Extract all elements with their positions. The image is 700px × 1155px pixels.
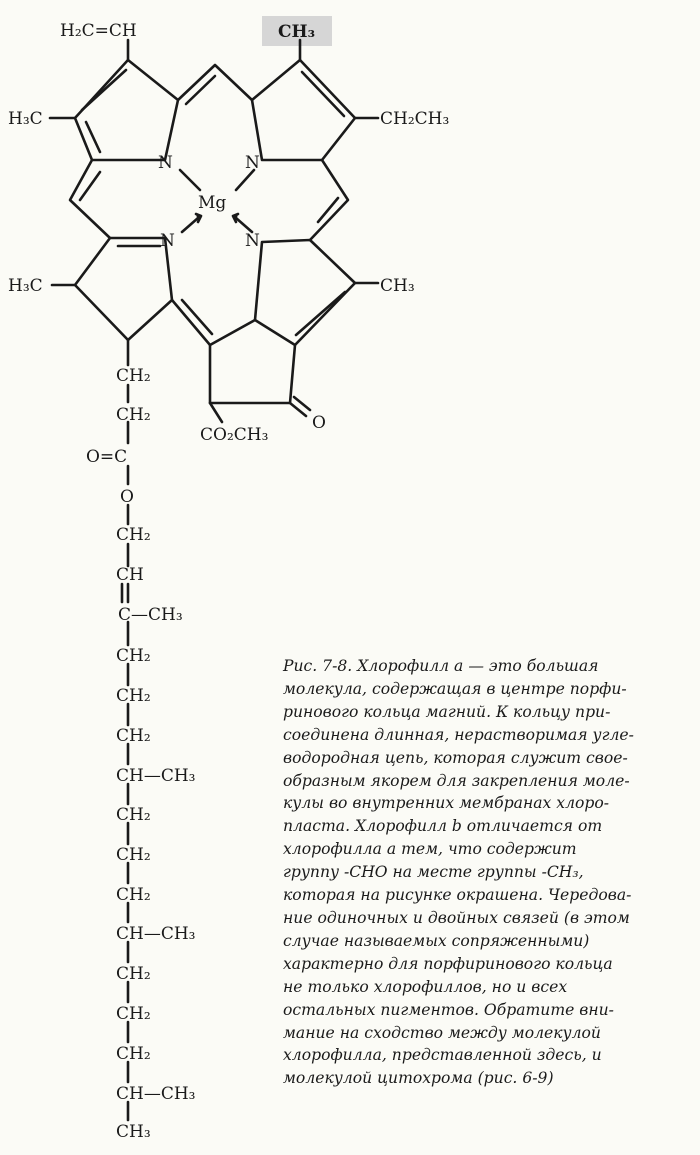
h3c-ring4-label: H₃C <box>8 276 43 296</box>
mg-label: Mg <box>198 193 227 213</box>
chain-label: CH—CH₃ <box>116 766 196 786</box>
n4-label: N <box>245 231 260 251</box>
bridge-right <box>310 160 348 240</box>
ester-label: CO₂CH₃ <box>200 425 269 445</box>
caption-line: хлорофилла а тем, что содержит <box>283 840 577 859</box>
chain-label: CH₂ <box>116 405 151 425</box>
ring-e-bonds <box>210 345 295 403</box>
chain-label: CH₂ <box>116 1004 151 1024</box>
arrow-n-mg <box>182 218 198 232</box>
ethyl-label: CH₂CH₃ <box>380 109 450 129</box>
caption-line: ние одиночных и двойных связей (в этом <box>283 908 630 927</box>
caption-line: остальных пигментов. Обратите вни- <box>283 1000 614 1019</box>
bond-n-mg <box>236 170 254 190</box>
chain-label: CH—CH₃ <box>116 924 196 944</box>
caption-line: кулы во внутренних мембранах хлоро- <box>283 794 610 813</box>
caption-line: Рис. 7-8. Хлорофилл а — это большая <box>283 657 599 675</box>
caption-line: группу -СНО на месте группы -СН₃, <box>283 863 584 882</box>
chain-label: CH₃ <box>116 1122 151 1142</box>
bond-double-inner <box>296 292 345 335</box>
caption-line: соединена длинная, нерастворимая угле- <box>283 725 634 744</box>
caption-line: образным якорем для закрепления моле- <box>283 771 630 790</box>
n1-label: N <box>158 153 173 173</box>
n2-label: N <box>245 153 260 173</box>
chain-label: CH₂ <box>116 366 151 386</box>
ketone-o-label: O <box>312 413 326 433</box>
chain-label: CH <box>116 565 144 585</box>
chain-label: CH₂ <box>116 1044 151 1064</box>
chain-label: CH₂ <box>116 845 151 865</box>
bridge-left <box>70 160 110 238</box>
bond-double-inner <box>82 70 126 110</box>
h3c-ring1-label: H₃C <box>8 109 43 129</box>
bond-n-mg <box>180 170 200 190</box>
caption-line: мание на сходство между молекулой <box>283 1023 601 1042</box>
arrow-n-mg <box>236 218 252 232</box>
chain-label: CH₂ <box>116 964 151 984</box>
caption-line: молекулой цитохрома (рис. 6-9) <box>283 1069 554 1088</box>
caption-line: характерно для порфиринового кольца <box>283 954 613 973</box>
caption-line: водородная цепь, которая служит свое- <box>283 748 628 767</box>
bond <box>210 403 222 422</box>
caption-line: не только хлорофиллов, но и всех <box>283 977 568 996</box>
caption-line: хлорофилла, представленной здесь, и <box>283 1046 602 1065</box>
bridge-top <box>178 65 252 100</box>
ring-d-bonds <box>75 238 172 340</box>
bond-double-inner <box>318 198 338 222</box>
ring-a-bonds <box>75 60 178 160</box>
chain-label: CH₂ <box>116 726 151 746</box>
caption-line: ринового кольца магний. К кольцу при- <box>283 702 611 721</box>
ch3-highlighted-label: CH₃ <box>278 22 316 42</box>
chain-label: CH₂ <box>116 805 151 825</box>
chain-label: CH₂ <box>116 885 151 905</box>
chain-label: CH—CH₃ <box>116 1084 196 1104</box>
chain-label: O <box>120 487 134 507</box>
chain-label: CH₂ <box>116 686 151 706</box>
ch3-ring3-label: CH₃ <box>380 276 415 296</box>
chain-label: CH₂ <box>116 525 151 545</box>
chain-label: O=C <box>86 447 128 467</box>
n3-label: N <box>160 231 175 251</box>
figure-caption <box>283 655 693 1090</box>
vinyl-label: H₂C=CH <box>60 21 137 41</box>
bond-double-inner <box>302 72 344 116</box>
ring-c-bonds <box>255 240 355 345</box>
chain-label: CH₂ <box>116 646 151 666</box>
caption-line: которая на рисунке окрашена. Чередова- <box>283 886 632 905</box>
caption-line: случае называемых сопряженными) <box>283 931 590 950</box>
caption-line: пласта. Хлорофилл b отличается от <box>283 817 603 836</box>
caption-line: молекула, содержащая в центре порфи- <box>283 679 627 698</box>
chain-label: C—CH₃ <box>118 605 183 625</box>
bridge-bottom <box>172 300 255 345</box>
